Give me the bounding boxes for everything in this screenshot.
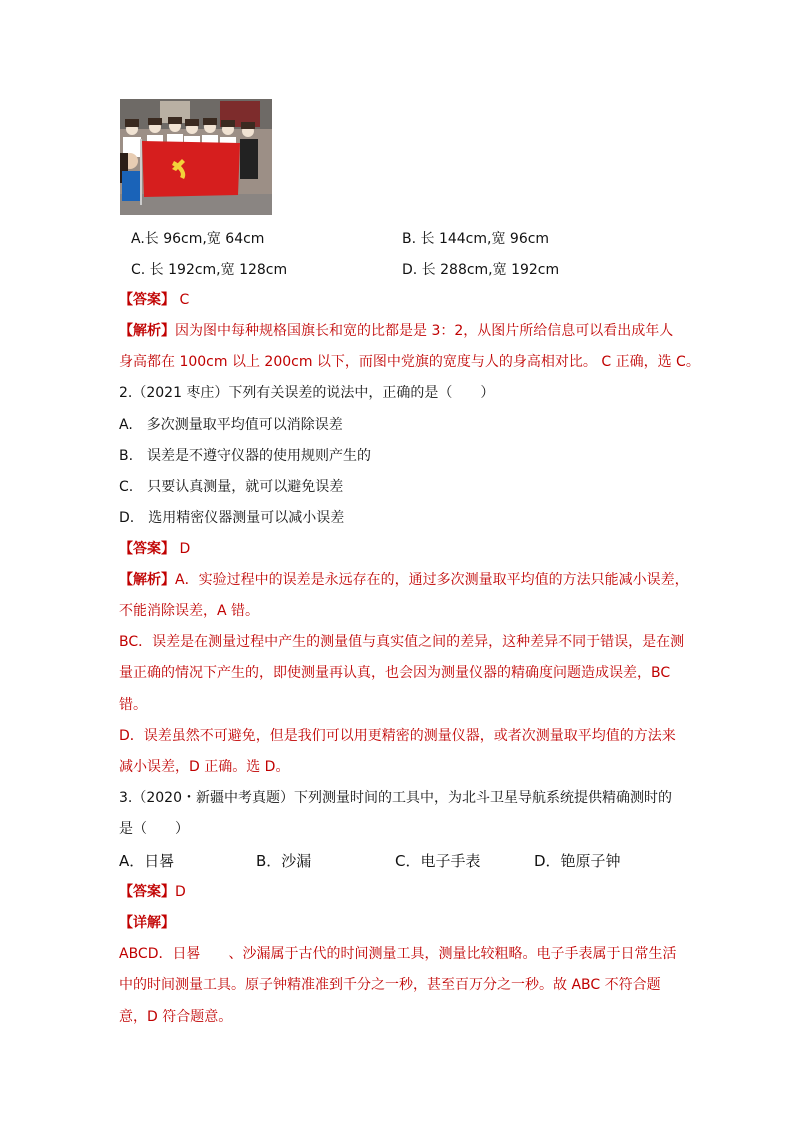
q1-option-d: D. 长 288cm,宽 192cm bbox=[402, 262, 560, 278]
answer-tag: 【答案】 bbox=[119, 884, 175, 900]
q3-detail-line-1: ABCD．日晷 、沙漏属于古代的时间测量工具，测量比较粗略。电子手表属于日常生活 bbox=[119, 946, 677, 962]
q3-option-b: B．沙漏 bbox=[256, 852, 312, 870]
q2-stem: 2.（2021 枣庄）下列有关误差的说法中，正确的是（ ） bbox=[119, 385, 495, 401]
answer-value: D bbox=[175, 884, 186, 900]
q2-analysis-line-6: D．误差虽然不可避免，但是我们可以用更精密的测量仪器，或者次测量取平均值的方法来 bbox=[119, 728, 676, 744]
q2-analysis-line-1 bbox=[119, 570, 689, 590]
q1-option-b: B. 长 144cm,宽 96cm bbox=[402, 231, 550, 247]
party-flag-photo bbox=[120, 99, 272, 215]
analysis-text: A．实验过程中的误差是永远存在的，通过多次测量取平均值的方法只能减小误差， bbox=[175, 572, 689, 588]
q2-option-b: B. 误差是不遵守仪器的使用规则产生的 bbox=[119, 448, 372, 464]
q2-answer bbox=[119, 539, 190, 559]
q3-stem-line-2: 是（ ） bbox=[119, 821, 189, 837]
q1-option-a: A.长 96cm,宽 64cm bbox=[131, 231, 265, 247]
q2-analysis-line-4: 量正确的情况下产生的，即使测量再认真，也会因为测量仪器的精确度问题造成误差，BC bbox=[119, 665, 671, 681]
q2-analysis-line-2: 不能消除误差，A 错。 bbox=[119, 603, 260, 619]
q1-analysis-line-1 bbox=[119, 321, 673, 341]
q1-option-c: C. 长 192cm,宽 128cm bbox=[131, 262, 288, 278]
answer-value: C bbox=[175, 292, 190, 308]
answer-tag: 【答案】 bbox=[119, 541, 175, 557]
q3-answer bbox=[119, 882, 186, 902]
q1-analysis-line-2: 身高都在 100cm 以上 200cm 以下，而图中党旗的宽度与人的身高相对比。 C 正确，选 C。 bbox=[119, 354, 700, 370]
q3-option-c: C．电子手表 bbox=[395, 852, 481, 870]
q3-option-d: D．铯原子钟 bbox=[534, 852, 621, 870]
q2-analysis-line-5: 错。 bbox=[119, 697, 147, 713]
q3-detail-line-2: 中的时间测量工具。原子钟精准准到千分之一秒，甚至百万分之一秒。故 ABC 不符合题 bbox=[119, 977, 661, 993]
q2-analysis-line-7: 减小误差，D 正确。选 D。 bbox=[119, 759, 290, 775]
q2-analysis-line-3: BC．误差是在测量过程中产生的测量值与真实值之间的差异，这种差异不同于错误，是在测 bbox=[119, 634, 685, 650]
q2-option-a: A. 多次测量取平均值可以消除误差 bbox=[119, 417, 343, 433]
analysis-text: 因为图中每种规格国旗长和宽的比都是是 3：2，从图片所给信息可以看出成年人 bbox=[175, 323, 674, 339]
q3-detail-line-3: 意，D 符合题意。 bbox=[119, 1009, 233, 1025]
answer-tag: 【答案】 bbox=[119, 292, 175, 308]
q3-option-a: A．日晷 bbox=[119, 852, 175, 870]
answer-value: D bbox=[175, 541, 191, 557]
q2-option-d: D. 选用精密仪器测量可以减小误差 bbox=[119, 510, 345, 526]
q3-detail-tag: 【详解】 bbox=[119, 915, 175, 931]
q2-option-c: C. 只要认真测量，就可以避免误差 bbox=[119, 479, 344, 495]
analysis-tag: 【解析】 bbox=[119, 572, 175, 588]
q1-answer bbox=[119, 290, 189, 310]
analysis-tag: 【解析】 bbox=[119, 323, 175, 339]
q3-stem-line-1: 3.（2020・新疆中考真题）下列测量时间的工具中，为北斗卫星导航系统提供精确测时的 bbox=[119, 790, 672, 806]
